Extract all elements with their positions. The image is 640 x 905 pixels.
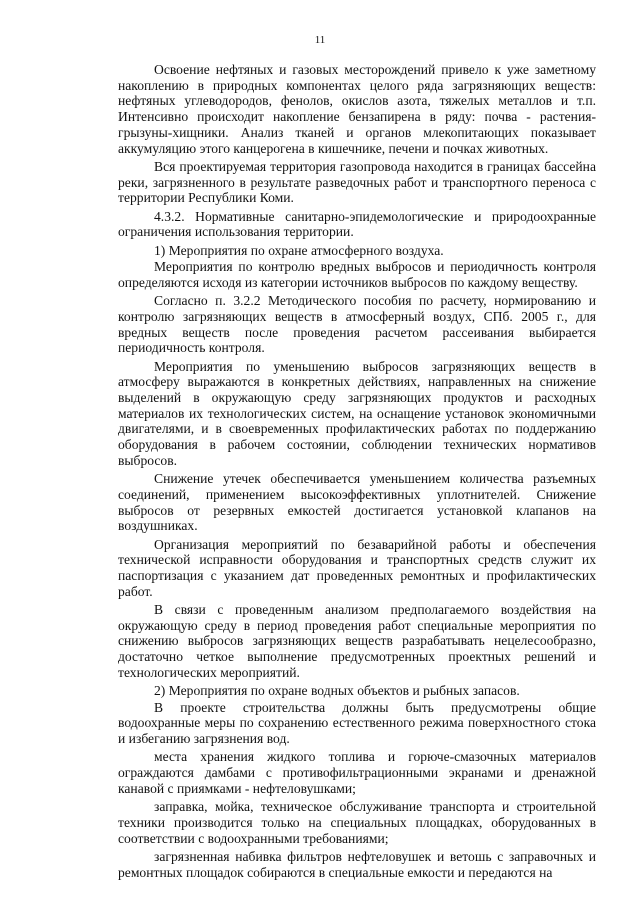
paragraph-methodical-guide: Согласно п. 3.2.2 Методического пособия по расчету, нормированию и контролю загрязняющих веществ в атмосферный воздух, СПб. 2005 г., для вредных веществ после проведения расчетом рассеивания выбирается периодичность контроля. bbox=[118, 293, 596, 356]
list-item-filter-disposal: загрязненная набивка фильтров нефтеловушек и ветошь с заправочных и ремонтных площадок собираются в специальные емкости и передаются на bbox=[118, 848, 596, 880]
subheading-air-protection: 1) Мероприятия по охране атмосферного воздуха. bbox=[154, 242, 444, 258]
list-item-refueling: заправка, мойка, техническое обслуживание транспорта и строительной техники производится только на специальных площадках, оборудованных в соответствии с водоохранными требованиями; bbox=[118, 799, 596, 846]
document-body bbox=[118, 62, 596, 883]
paragraph-accident-free-work: Организация мероприятий по безаварийной работы и обеспечения технической исправности оборудования и транспортных средств служит их паспортизация с указанием дат проведенных ремонтных и профилактических работ. bbox=[118, 536, 596, 599]
subheading-water-protection: 2) Мероприятия по охране водных объектов и рыбных запасов. bbox=[154, 683, 520, 699]
list-item-fuel-storage: места хранения жидкого топлива и горюче-смазочных материалов ограждаются дамбами с противофильтрационными экранами и дренажной канавой с приямками - нефтеловушками; bbox=[118, 749, 596, 796]
paragraph-oil-gas-pollution: Освоение нефтяных и газовых месторождений привело к уже заметному накоплению в природных компонентах целого ряда загрязняющих веществ: нефтяных углеводородов, фенолов, окислов азота, тяжелых металлов и т.п. Интенсивно происходит накопление бензапирена в ряду: почва - растения-грызуны-хищники. Анализ тканей и органов млекопитающих показывает аккумуляцию этого канцерогена в кишечнике, печени и почках животных. bbox=[118, 62, 596, 156]
paragraph-emission-control: Мероприятия по контролю вредных выбросов и периодичность контроля определяются исходя из категории источников выбросов по каждому веществу. bbox=[118, 259, 596, 290]
paragraph-water-measures: В проекте строительства должны быть предусмотрены общие водоохранные меры по сохранению естественного режима поверхностного стока и избеганию загрязнения вод. bbox=[118, 699, 596, 747]
paragraph-emission-reduction: Мероприятия по уменьшению выбросов загрязняющих веществ в атмосферу выражаются в конкретных действиях, направленных на снижение выделений в окружающую среду загрязняющих продуктов и расходных материалов их технологических систем, на оснащение установок экономичными двигателями, и в своевременных профилактических работах по поддержанию оборудования в рабочем состоянии, соблюдении технических нормативов выбросов. bbox=[118, 358, 596, 468]
section-heading-4-3-2: 4.3.2. Нормативные санитарно-эпидемологические и природоохранные ограничения использования территории. bbox=[118, 208, 596, 240]
paragraph-impact-analysis: В связи с проведенным анализом предполагаемого воздействия на окружающую среду в период проведения работ специальные мероприятия по снижению выбросов загрязняющих веществ разрабатывать нецелесообразно, достаточно четкое выполнение предусмотренных проектных решений и технологических мероприятий. bbox=[118, 601, 596, 680]
page-number: 11 bbox=[314, 34, 326, 46]
paragraph-territory-basin: Вся проектируемая территория газопровода находится в границах бассейна реки, загрязненного в результате разведочных работ и транспортного переноса с территории Республики Коми. bbox=[118, 158, 596, 206]
paragraph-leak-reduction: Снижение утечек обеспечивается уменьшением количества разъемных соединений, применением высокоэффективных уплотнителей. Снижение выбросов от резервных емкостей достигается установкой клапанов на воздушниках. bbox=[118, 471, 596, 534]
